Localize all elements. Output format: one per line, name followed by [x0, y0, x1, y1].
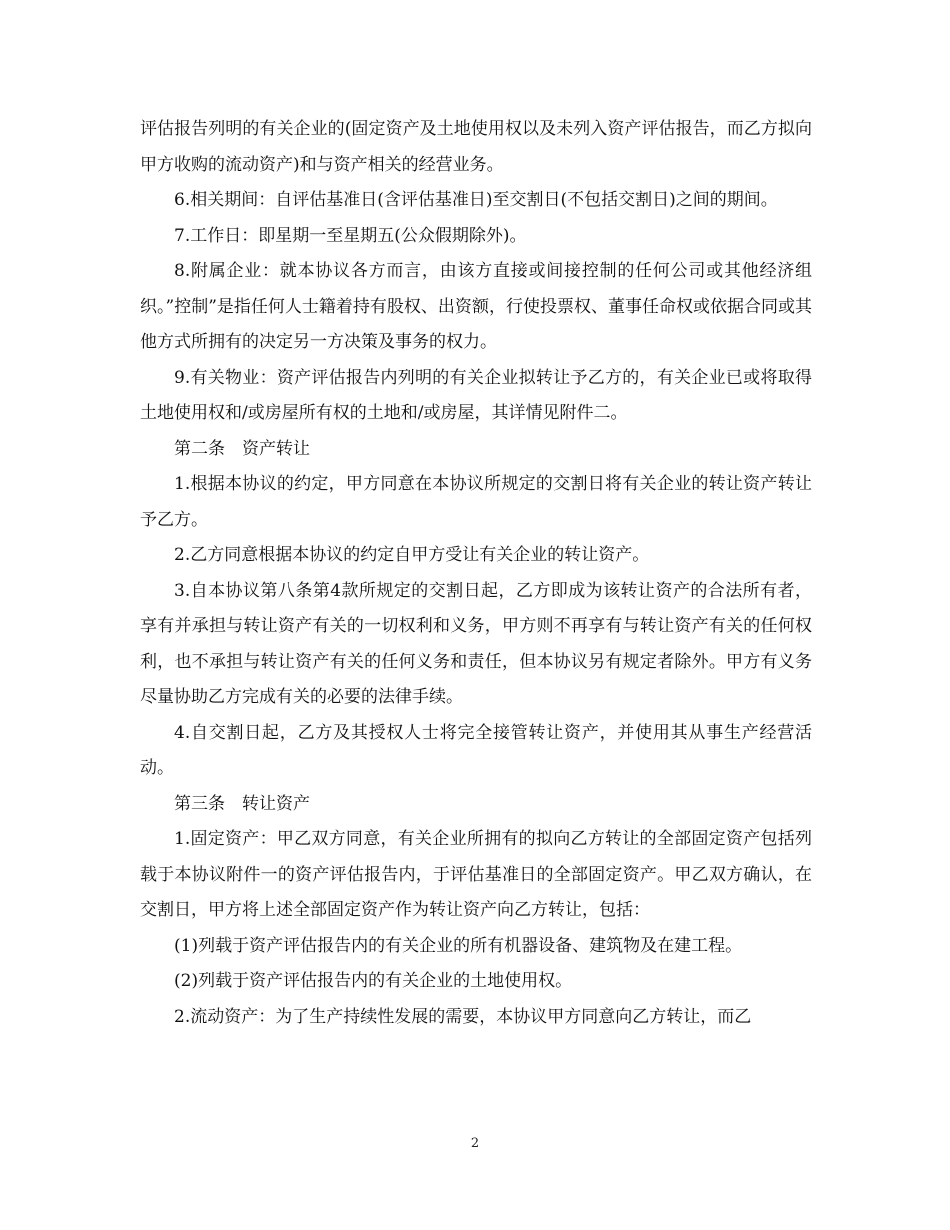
- page-number: 2: [470, 1136, 480, 1151]
- paragraph-property: 9.有关物业：资产评估报告内列明的有关企业拟转让予乙方的，有关企业已或将取得土地使用权和/或房屋所有权的土地和/或房屋，其详情见附件二。: [140, 367, 812, 423]
- paragraph-continuation: 评估报告列明的有关企业的(固定资产及土地使用权以及未列入资产评估报告，而乙方拟向甲方收购的流动资产)和与资产相关的经营业务。: [140, 119, 812, 175]
- paragraph-current-assets: 2.流动资产：为了生产持续性发展的需要，本协议甲方同意向乙方转让，而乙: [174, 1006, 752, 1027]
- paragraph-fixed-assets-sub1: (1)列载于资产评估报告内的有关企业的所有机器设备、建筑物及在建工程。: [174, 935, 743, 956]
- paragraph-fixed-assets-sub2: (2)列载于资产评估报告内的有关企业的土地使用权。: [174, 971, 573, 991]
- paragraph-article2-item3: 3.自本协议第八条第4款所规定的交割日起，乙方即成为该转让资产的合法所有者，享有并承担与转让资产有关的一切权利和义务，甲方则不再享有与转让资产有关的任何权利，也不承担与转让资产有关的任何义务和责任，但本协议另有规定者除外。甲方有义务尽量协助乙方完成有关的必要的法律手续。: [140, 580, 812, 707]
- document-body: [140, 112, 812, 1035]
- paragraph-article2-item1: 1.根据本协议的约定，甲方同意在本协议所规定的交割日将有关企业的转让资产转让予乙方。: [140, 474, 812, 530]
- paragraph-article2-item4: 4.自交割日起，乙方及其授权人士将完全接管转让资产，并使用其从事生产经营活动。: [140, 722, 812, 778]
- paragraph-article2-item2: 2.乙方同意根据本协议的约定自甲方受让有关企业的转让资产。: [174, 545, 650, 565]
- paragraph-related-period: 6.相关期间：自评估基准日(含评估基准日)至交割日(不包括交割日)之间的期间。: [174, 190, 778, 210]
- paragraph-affiliate: 8.附属企业：就本协议各方而言，由该方直接或间接控制的任何公司或其他经济组织。”控制”是指任何人士籍着持有股权、出资额，行使投票权、董事任命权或依据合同或其他方式所拥有的决定另一方决策及事务的权力。: [140, 261, 812, 352]
- article-three-heading: 第三条 转让资产: [174, 793, 310, 814]
- article-two-heading: 第二条 资产转让: [174, 438, 310, 459]
- paragraph-working-day: 7.工作日：即星期一至星期五(公众假期除外)。: [174, 225, 527, 246]
- paragraph-fixed-assets: 1.固定资产：甲乙双方同意，有关企业所拥有的拟向乙方转让的全部固定资产包括列载于本协议附件一的资产评估报告内，于评估基准日的全部固定资产。甲乙双方确认，在交割日，甲方将上述全部固定资产作为转让资产向乙方转让，包括：: [140, 829, 812, 920]
